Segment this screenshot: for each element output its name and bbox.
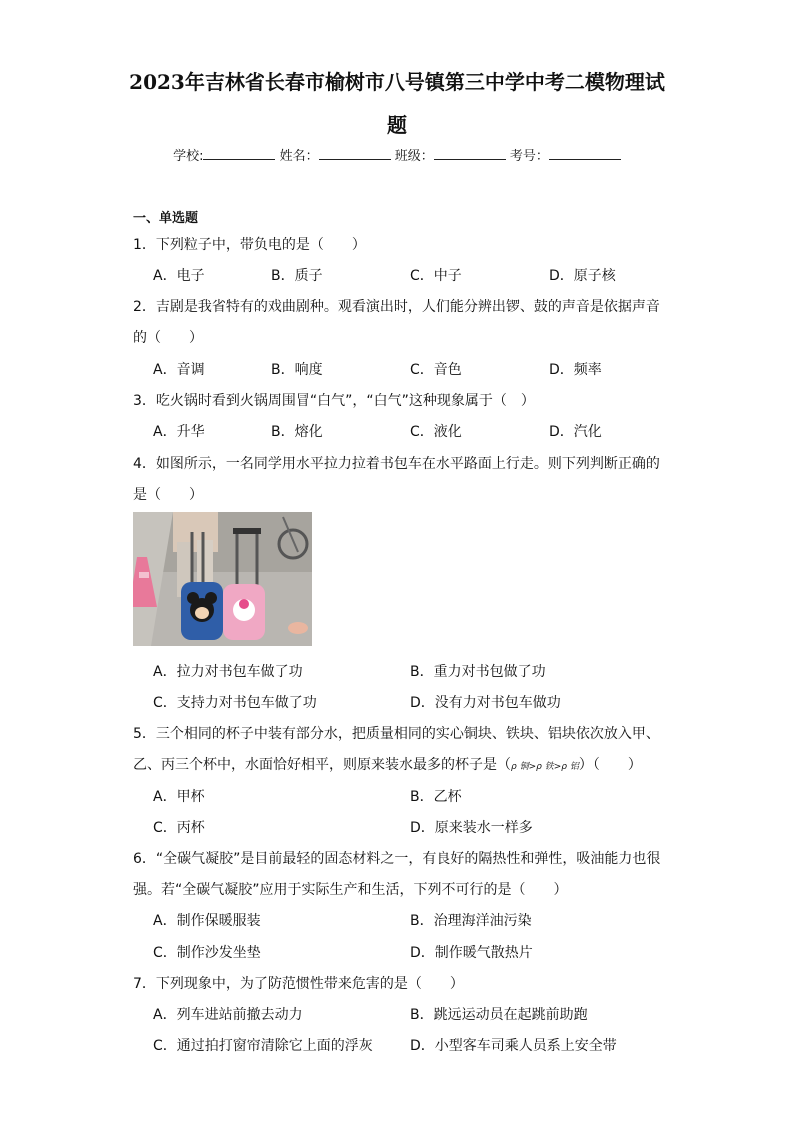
density-iron: ρ 铁 [536,762,554,772]
q4-option-a: A．拉力对书包车做了功 [153,664,303,680]
q6-option-d: D．制作暖气散热片 [410,945,533,961]
greater-than-sign: > [553,762,562,772]
q6-option-c: C．制作沙发坐垫 [153,945,261,961]
q2-option-d: D．频率 [549,362,602,378]
q2-option-a: A．音调 [153,362,205,378]
q7-option-c: C．通过拍打窗帘清除它上面的浮灰 [153,1038,373,1054]
schoolbag-trolley-photo [133,512,312,646]
q2-option-c: C．音色 [410,362,462,378]
q5-option-d: D．原来装水一样多 [410,820,533,836]
q7-option-a: A．列车进站前撤去动力 [153,1007,303,1023]
question-5-stem-cont [133,754,642,774]
density-aluminum: ρ 铝 [561,762,579,772]
q4-option-b: B．重力对书包做了功 [410,664,546,680]
q3-option-a: A．升华 [153,424,205,440]
q5-stem-end: ）（ ） [578,757,642,773]
q1-option-a: A．电子 [153,268,205,284]
student-info-line [0,145,794,164]
question-5-stem: 5．三个相同的杯子中装有部分水，把质量相同的实心铜块、铁块、铝块依次放入甲、 [133,726,660,742]
section-heading: 一、单选题 [133,211,199,226]
q4-option-d: D．没有力对书包车做功 [410,695,561,711]
page-title-continued: 题 [387,113,407,137]
question-2-stem-cont: 的（ ） [133,330,203,346]
q3-option-b: B．熔化 [271,424,323,440]
question-3-stem: 3．吃火锅时看到火锅周围冒“白气”，“白气”这种现象属于（ ） [133,393,535,409]
question-7-stem: 7．下列现象中，为了防范惯性带来危害的是（ ） [133,976,464,992]
q6-option-b: B．治理海洋油污染 [410,913,532,929]
question-6-stem-cont: 强。若“全碳气凝胶”应用于实际生产和生活，下列不可行的是（ ） [133,882,568,898]
density-copper: ρ 铜 [511,762,529,772]
q7-option-d: D．小型客车司乘人员系上安全带 [410,1038,617,1054]
q1-option-c: C．中子 [410,268,462,284]
q1-option-b: B．质子 [271,268,323,284]
class-blank[interactable] [434,146,506,160]
class-label: 班级： [394,149,434,164]
school-label: 学校: [173,149,204,164]
exam-no-label: 考号： [509,149,549,164]
name-label: 姓名： [279,149,319,164]
greater-than-sign: > [528,762,537,772]
school-blank[interactable] [203,146,275,160]
q5-option-c: C．丙杯 [153,820,205,836]
q4-option-c: C．支持力对书包车做了功 [153,695,317,711]
question-4-stem: 4．如图所示，一名同学用水平拉力拉着书包车在水平路面上行走。则下列判断正确的 [133,456,660,472]
q3-option-c: C．液化 [410,424,462,440]
q5-stem-text: 乙、丙三个杯中，水面恰好相平，则原来装水最多的杯子是（ [133,757,511,773]
q7-option-b: B．跳远运动员在起跳前助跑 [410,1007,588,1023]
q2-option-b: B．响度 [271,362,323,378]
question-2-stem: 2．吉剧是我省特有的戏曲剧种。观看演出时，人们能分辨出锣、鼓的声音是依据声音 [133,299,660,315]
q6-option-a: A．制作保暖服装 [153,913,261,929]
question-1-stem: 1．下列粒子中，带负电的是（ ） [133,237,366,253]
page-title: 2023年吉林省长春市榆树市八号镇第三中学中考二模物理试 [129,70,665,94]
exam-no-blank[interactable] [549,146,621,160]
q3-option-d: D．汽化 [549,424,602,440]
q5-option-b: B．乙杯 [410,789,462,805]
name-blank[interactable] [319,146,391,160]
q5-option-a: A．甲杯 [153,789,205,805]
question-4-stem-cont: 是（ ） [133,487,203,503]
question-6-stem: 6．“全碳气凝胶”是目前最轻的固态材料之一，有良好的隔热性和弹性，吸油能力也很 [133,851,661,867]
q1-option-d: D．原子核 [549,268,616,284]
